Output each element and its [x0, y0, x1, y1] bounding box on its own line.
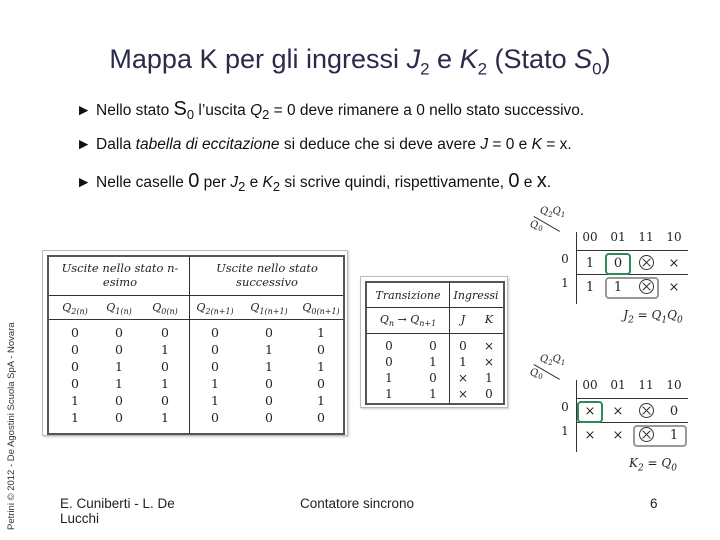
state-table-cell: 1 — [211, 376, 219, 391]
kmap-column-label: 10 — [666, 378, 682, 392]
kmap-cell: 1 — [585, 280, 595, 295]
copyright-credit: Petrini © 2012 - De Agostini Scuola SpA - Novara — [6, 322, 17, 530]
footer-title: Contatore sincrono — [300, 496, 415, 511]
state-table-cell: 0 — [317, 410, 325, 425]
kmap-equation: $J_2 = Q_1Q_0$ — [623, 308, 683, 326]
page-number: 6 — [650, 496, 658, 511]
bullet-2: ► Dalla tabella di eccitazione si deduce che si deve avere J = 0 e K = x. — [76, 136, 572, 153]
state-table-cell: 1 — [265, 342, 273, 357]
excitation-header-left: Transizione — [375, 289, 441, 302]
state-table-column-header: $Q_{0(n+1)}$ — [302, 301, 340, 317]
kmap-column-label: 01 — [610, 230, 626, 244]
state-table-column-header: $Q_{1(n)}$ — [106, 301, 132, 317]
dont-care-symbol-icon — [639, 403, 654, 418]
state-table-cell: 1 — [161, 410, 169, 425]
kmap-cell: × — [612, 404, 624, 419]
kmap-column-label: 01 — [610, 378, 626, 392]
slide-title: Mappa K per gli ingressi $J_2$ e $K_2$ (Stato $S_0$) — [109, 44, 611, 79]
bullet-1: ► Nello stato $S_0$ l’uscita $Q_2 = 0$ deve rimanere a 0 nello stato successivo. — [76, 98, 585, 123]
excitation-table-cell: 1 — [485, 371, 493, 385]
kmap-cell: × — [612, 428, 624, 443]
state-table-cell: 0 — [317, 376, 325, 391]
state-table-cell: 0 — [71, 376, 79, 391]
kmap-column-label: 00 — [582, 378, 598, 392]
state-table-cell: 0 — [265, 376, 273, 391]
kmap-row-label: 1 — [561, 276, 569, 290]
kmap-column-label: 11 — [638, 378, 654, 392]
state-table-cell: 0 — [115, 342, 123, 357]
bullet-arrow-icon: ► — [76, 136, 92, 153]
state-table-cell: 1 — [71, 393, 79, 408]
excitation-table — [360, 276, 508, 408]
excitation-column-header: K — [484, 313, 494, 326]
footer-author: E. Cuniberti - L. De Lucchi — [60, 496, 175, 526]
bullet-3: ► Nelle caselle 0 per $J_2$ e $K_2$ si scrive quindi, rispettivamente, 0 e x. — [76, 170, 551, 195]
state-table-cell: 1 — [211, 393, 219, 408]
excitation-table-cell: × — [457, 371, 469, 385]
excitation-table-cell: 0 — [485, 387, 493, 401]
bullet-arrow-icon: ► — [76, 102, 92, 119]
kmap-column-label: 00 — [582, 230, 598, 244]
excitation-table-cell: 1 — [429, 387, 437, 401]
kmap-cell: 0 — [669, 404, 679, 419]
kmap-cell — [632, 400, 660, 424]
excitation-table-cell: 1 — [385, 387, 393, 401]
kmap-corner-label: $Q_2Q_1$ — [540, 354, 566, 367]
excitation-table-cell: 1 — [459, 355, 467, 369]
state-table-header-left: Uscite nello stato n-esimo — [61, 261, 179, 289]
kmap-equation: $K_2 = Q_0$ — [629, 456, 677, 474]
state-table-cell: 1 — [161, 342, 169, 357]
kmap-cell: × — [668, 256, 680, 271]
kmap-cell: 0 — [613, 256, 623, 271]
karnaugh-map-j2 — [530, 206, 716, 336]
excitation-table-cell: × — [483, 339, 495, 353]
state-table-cell: 0 — [211, 342, 219, 357]
state-table-cell: 1 — [317, 325, 325, 340]
kmap-grouping — [633, 425, 687, 447]
state-table-cell: 0 — [265, 410, 273, 425]
kmap-row-label: 0 — [561, 400, 569, 414]
kmap-row-label: 1 — [561, 424, 569, 438]
state-table-cell: 0 — [71, 359, 79, 374]
state-table-cell: 0 — [115, 393, 123, 408]
excitation-header-right: Ingressi — [453, 289, 499, 302]
state-table-cell: 1 — [265, 359, 273, 374]
state-table-cell: 1 — [71, 410, 79, 425]
kmap-cell: × — [584, 428, 596, 443]
kmap-cell: 1 — [669, 428, 679, 443]
karnaugh-map-k2 — [530, 354, 716, 484]
kmap-highlight-current — [605, 253, 631, 275]
dont-care-symbol-icon — [639, 255, 654, 270]
state-table-cell: 0 — [71, 325, 79, 340]
kmap-cell: × — [584, 404, 596, 419]
state-table-cell: 0 — [115, 410, 123, 425]
state-table-cell: 0 — [211, 410, 219, 425]
state-table-column-header: $Q_{2(n+1)}$ — [196, 301, 234, 317]
kmap-cell — [632, 252, 660, 276]
kmap-highlight-current — [577, 401, 603, 423]
state-table-cell: 0 — [161, 325, 169, 340]
state-table-cell: 0 — [265, 325, 273, 340]
kmap-row-label: 0 — [561, 252, 569, 266]
state-table-cell: 0 — [71, 342, 79, 357]
state-table-cell: 0 — [265, 393, 273, 408]
excitation-table-cell: 0 — [459, 339, 467, 353]
excitation-table-cell: 0 — [429, 339, 437, 353]
kmap-corner-label: $Q_2Q_1$ — [540, 206, 566, 219]
excitation-table-cell: × — [483, 355, 495, 369]
state-table-cell: 0 — [161, 393, 169, 408]
state-table-cell: 1 — [161, 376, 169, 391]
kmap-cell: 1 — [613, 280, 623, 295]
state-table-cell: 1 — [317, 359, 325, 374]
excitation-column-header: $Q_n \to Q_{n+1}$ — [379, 313, 437, 329]
state-table-cell: 0 — [161, 359, 169, 374]
state-table-cell: 1 — [115, 359, 123, 374]
excitation-table-cell: × — [457, 387, 469, 401]
state-table-cell: 0 — [211, 325, 219, 340]
state-transition-table — [42, 250, 348, 436]
state-table-cell: 1 — [115, 376, 123, 391]
state-table-column-header: $Q_{2(n)}$ — [62, 301, 88, 317]
excitation-table-cell: 1 — [429, 355, 437, 369]
kmap-column-label: 10 — [666, 230, 682, 244]
excitation-table-cell: 0 — [385, 339, 393, 353]
kmap-corner-label: $Q_0$ — [530, 368, 543, 381]
kmap-grid-line — [576, 250, 688, 251]
excitation-table-cell: 0 — [385, 355, 393, 369]
kmap-grid-line — [576, 398, 688, 399]
kmap-cell: × — [668, 280, 680, 295]
kmap-cell: 1 — [585, 256, 595, 271]
state-table-cell: 1 — [317, 393, 325, 408]
state-table-header-right: Uscite nello stato successivo — [216, 261, 318, 289]
kmap-grouping — [605, 277, 659, 299]
kmap-column-label: 11 — [638, 230, 654, 244]
state-table-cell: 0 — [211, 359, 219, 374]
state-table-cell: 0 — [115, 325, 123, 340]
excitation-table-cell: 0 — [429, 371, 437, 385]
excitation-column-header: J — [460, 313, 466, 326]
bullet-arrow-icon: ► — [76, 174, 92, 191]
state-table-column-header: $Q_{0(n)}$ — [152, 301, 178, 317]
state-table-column-header: $Q_{1(n+1)}$ — [250, 301, 288, 317]
kmap-corner-label: $Q_0$ — [530, 220, 543, 233]
excitation-table-cell: 1 — [385, 371, 393, 385]
state-table-cell: 0 — [317, 342, 325, 357]
